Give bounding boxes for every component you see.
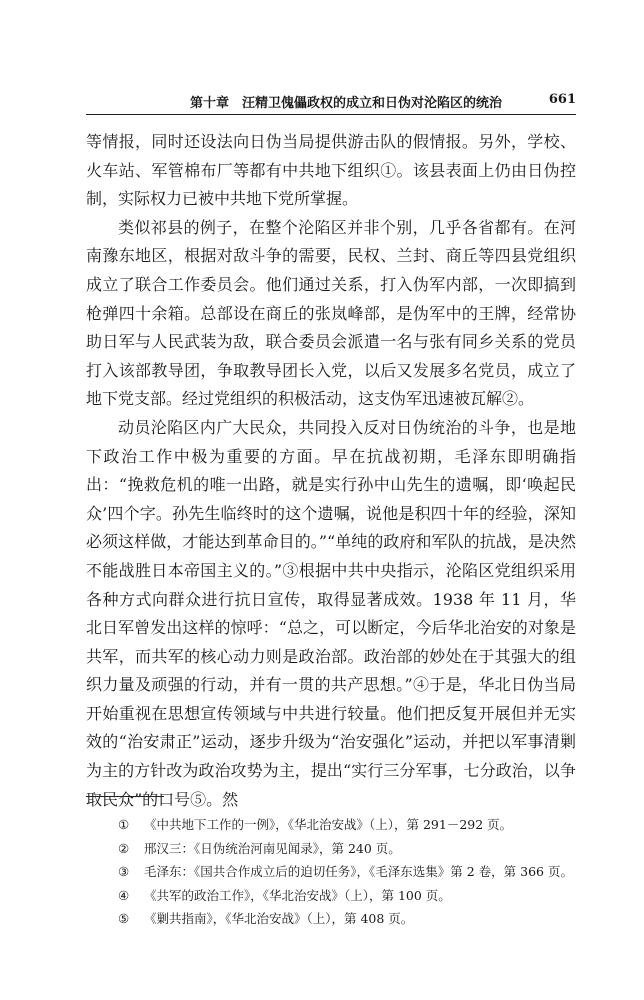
footnote-mark: ⑤ bbox=[118, 911, 130, 926]
footnote bbox=[118, 907, 578, 931]
body-text bbox=[86, 128, 576, 814]
footnote bbox=[118, 837, 578, 861]
footnote-mark: ④ bbox=[118, 887, 130, 903]
footnote-rule bbox=[86, 796, 164, 797]
paragraph: 动员沦陷区内广大民众，共同投入反对日伪统治的斗争，也是地下政治工作中极为重要的方面。早在抗战初期，毛泽东即明确指出：“挽救危机的唯一出路，就是实行孙中山先生的遗嘱，即‘唤起民众’四个字。孙先生临终时的这个遗嘱，说他是积四十年的经验，深知必须这样做，才能达到革命目的。”“单纯的政府和军队的抗战，是决然不能战胜日本帝国主义的。”③根据中共中央指示，沦陷区党组织采用各种方式向群众进行抗日宣传，取得显著成效。1938 年 11 月，华北日军曾发出这样的惊呼：“总之，可以断定，今后华北治安的对象是共军，而共军的核心动力则是政治部。政治部的妙处在于其强大的组织力量及顽强的行动，并有一贯的共产思想。”④于是，华北日伪当局开始重视在思想宣传领域与中共进行较量。他们把反复开展但并无实效的“治安肃正”运动，逐步升级为“治安强化”运动，并把以军事清剿为主的方针改为政治攻势为主，提出“实行三分军事，七分政治，以争取民众”的口号⑤。然 bbox=[86, 417, 576, 809]
footnote bbox=[118, 884, 578, 908]
footnote-text: 邢汉三：《日伪统治河南见闻录》，第 240 页。 bbox=[144, 840, 401, 856]
footnote-text: 毛泽东：《国共合作成立后的迫切任务》，《毛泽东选集》第 2 卷，第 366 页。 bbox=[144, 864, 573, 879]
running-header bbox=[86, 92, 576, 112]
paragraph-continued: 等情报，同时还设法向日伪当局提供游击队的假情报。另外，学校、火车站、军管棉布厂等都有中共地下组织①。该县表面上仍由日伪控制，实际权力已被中共地下党所掌握。 bbox=[86, 132, 576, 209]
footnote-text: 《剿共指南》，《华北治安战》（上），第 408 页。 bbox=[144, 911, 414, 926]
chapter-title: 第十章 汪精卫傀儡政权的成立和日伪对沦陷区的统治 bbox=[190, 96, 503, 111]
footnote-text: 《中共地下工作的一例》，《华北治安战》（上），第 291－292 页。 bbox=[144, 817, 513, 832]
footnote-mark: ① bbox=[118, 817, 130, 832]
footnote bbox=[118, 813, 578, 837]
footnote-text: 《共军的政治工作》，《华北治安战》（上），第 100 页。 bbox=[144, 887, 451, 903]
footnote-mark: ② bbox=[118, 840, 130, 856]
footnote-mark: ③ bbox=[118, 864, 130, 879]
footnote bbox=[118, 860, 578, 884]
footnotes bbox=[118, 813, 578, 931]
header-rule bbox=[86, 114, 576, 115]
paragraph: 类似祁县的例子，在整个沦陷区并非个别，几乎各省都有。在河南豫东地区，根据对敌斗争的需要，民权、兰封、商丘等四县党组织成立了联合工作委员会。他们通过关系，打入伪军内部，一次即搞到枪弹四十余箱。总部设在商丘的张岚峰部，是伪军中的王牌，经常协助日军与人民武装为敌，联合委员会派遣一名与张有同乡关系的党员打入该部教导团，争取教导团长入党，以后又发展多名党员，成立了地下党支部。经过党组织的积极活动，这支伪军迅速被瓦解②。 bbox=[86, 217, 576, 409]
page-number: 661 bbox=[548, 92, 576, 107]
